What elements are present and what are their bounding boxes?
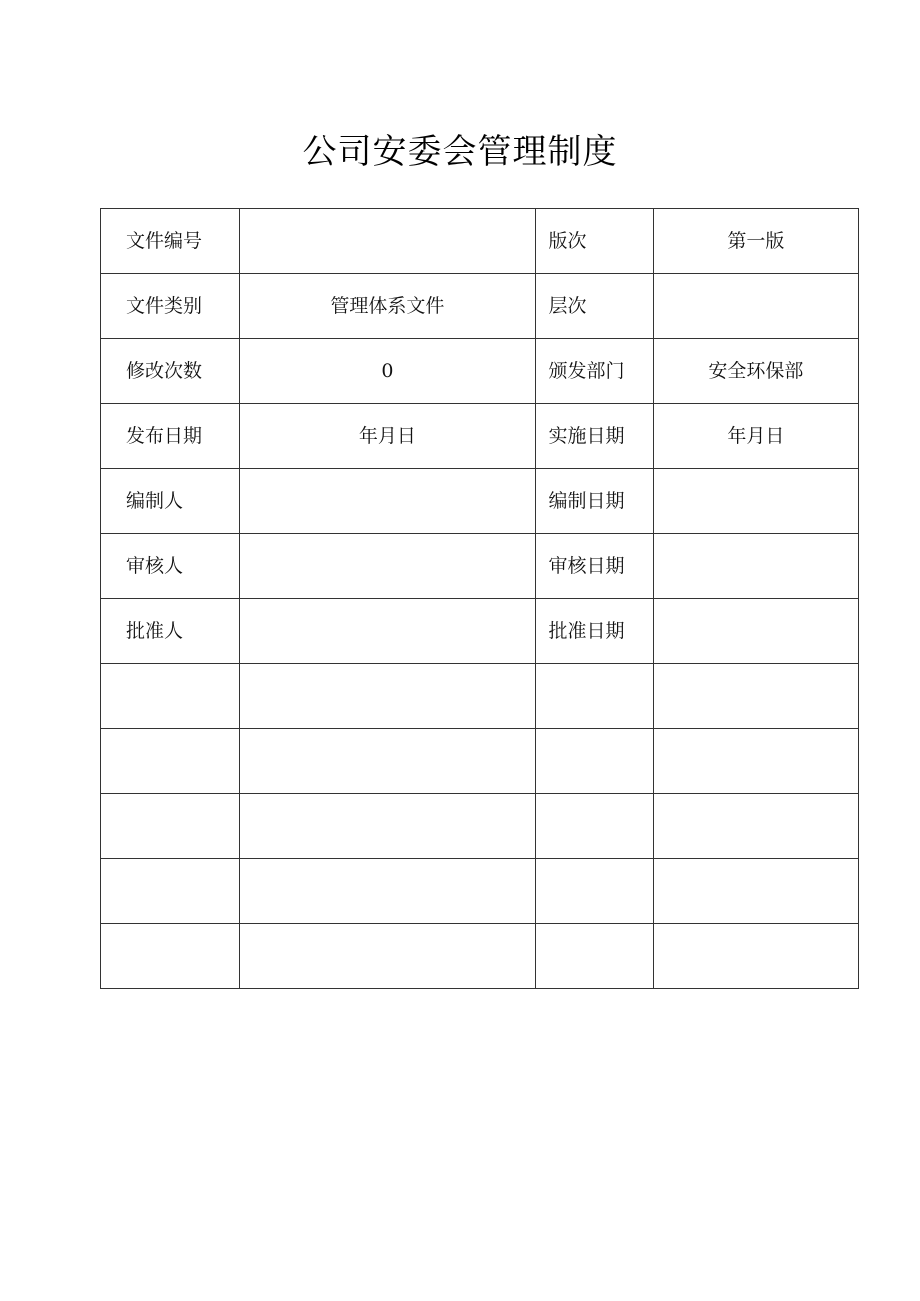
author-label: 编制人 <box>101 469 240 534</box>
table-row <box>101 339 859 404</box>
effective-date-value: 年月日 <box>653 404 858 469</box>
table-row <box>101 664 859 729</box>
blank-cell <box>535 924 653 989</box>
blank-cell <box>240 924 535 989</box>
blank-cell <box>535 664 653 729</box>
author-date-value <box>653 469 858 534</box>
table-row <box>101 924 859 989</box>
blank-cell <box>653 859 858 924</box>
approval-date-value <box>653 599 858 664</box>
blank-cell <box>653 729 858 794</box>
document-category-label: 文件类别 <box>101 274 240 339</box>
revision-count-label: 修改次数 <box>101 339 240 404</box>
blank-cell <box>653 664 858 729</box>
table-row <box>101 404 859 469</box>
effective-date-label: 实施日期 <box>535 404 653 469</box>
blank-cell <box>535 729 653 794</box>
blank-cell <box>240 729 535 794</box>
blank-cell <box>240 664 535 729</box>
level-value <box>653 274 858 339</box>
approval-date-label: 批准日期 <box>535 599 653 664</box>
blank-cell <box>653 794 858 859</box>
release-date-label: 发布日期 <box>101 404 240 469</box>
author-value <box>240 469 535 534</box>
blank-cell <box>535 794 653 859</box>
table-row <box>101 534 859 599</box>
release-date-value: 年月日 <box>240 404 535 469</box>
approver-label: 批准人 <box>101 599 240 664</box>
document-title: 公司安委会管理制度 <box>302 132 618 172</box>
blank-cell <box>101 729 240 794</box>
level-label: 层次 <box>535 274 653 339</box>
table-row <box>101 469 859 534</box>
document-category-value: 管理体系文件 <box>240 274 535 339</box>
blank-cell <box>535 859 653 924</box>
document-number-value <box>240 209 535 274</box>
review-date-label: 审核日期 <box>535 534 653 599</box>
blank-cell <box>101 924 240 989</box>
review-date-value <box>653 534 858 599</box>
reviewer-label: 审核人 <box>101 534 240 599</box>
blank-cell <box>101 664 240 729</box>
table-row <box>101 599 859 664</box>
table-row <box>101 859 859 924</box>
author-date-label: 编制日期 <box>535 469 653 534</box>
table-row <box>101 274 859 339</box>
table-row <box>101 794 859 859</box>
approver-value <box>240 599 535 664</box>
blank-cell <box>101 859 240 924</box>
issuing-department-value: 安全环保部 <box>653 339 858 404</box>
table-row <box>101 209 859 274</box>
blank-cell <box>101 794 240 859</box>
blank-cell <box>240 859 535 924</box>
version-label: 版次 <box>535 209 653 274</box>
revision-count-value: 0 <box>240 339 535 404</box>
table-row <box>101 729 859 794</box>
reviewer-value <box>240 534 535 599</box>
document-control-table <box>100 208 859 989</box>
blank-cell <box>240 794 535 859</box>
issuing-department-label: 颁发部门 <box>535 339 653 404</box>
version-value: 第一版 <box>653 209 858 274</box>
document-number-label: 文件编号 <box>101 209 240 274</box>
blank-cell <box>653 924 858 989</box>
